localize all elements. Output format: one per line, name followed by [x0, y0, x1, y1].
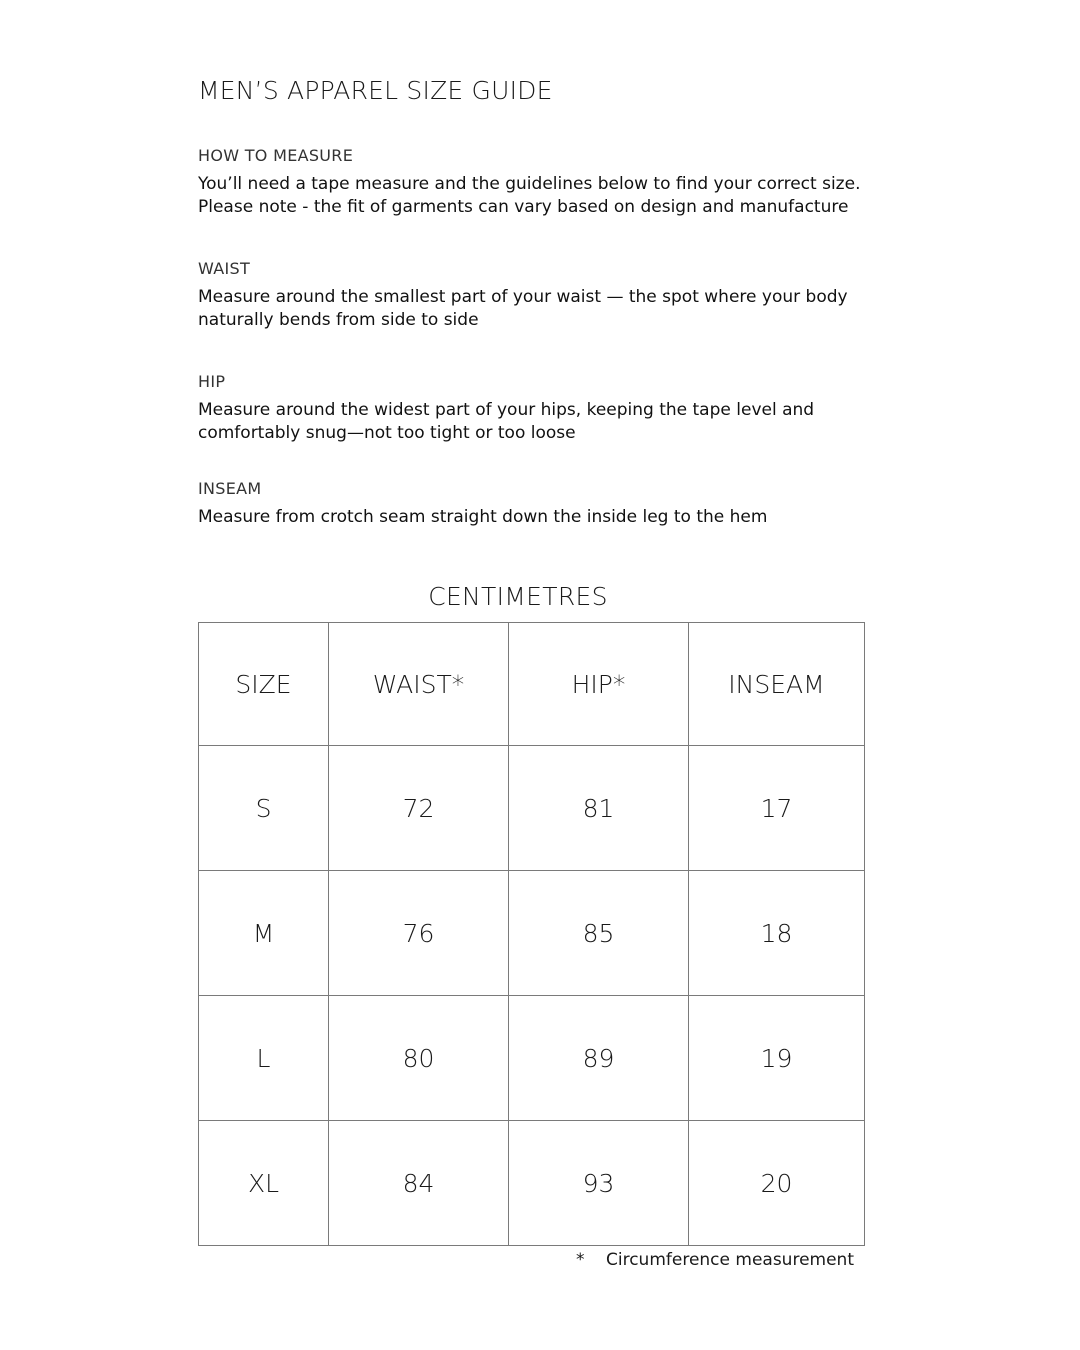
cell-size: S [199, 746, 329, 871]
footnote-symbol: * [576, 1250, 585, 1270]
table-title: CENTIMETRES [428, 582, 608, 611]
cell-inseam: 17 [689, 746, 865, 871]
column-header-hip: HIP* [509, 623, 689, 746]
cell-inseam: 19 [689, 996, 865, 1121]
section-body: Measure around the widest part of your hips, keeping the tape level and comfortably snug—not too tight or too loose [198, 400, 815, 443]
cell-hip: 81 [509, 746, 689, 871]
section-body: Measure around the smallest part of your waist — the spot where your body naturally bends from side to side [198, 287, 848, 330]
footnote [576, 1250, 854, 1270]
column-header-waist: WAIST* [329, 623, 509, 746]
cell-hip: 85 [509, 871, 689, 996]
table-row [199, 746, 865, 871]
section-waist [198, 259, 898, 332]
section-body: Measure from crotch seam straight down the inside leg to the hem [198, 507, 768, 527]
section-how-to-measure [198, 146, 898, 219]
cell-hip: 89 [509, 996, 689, 1121]
cell-inseam: 20 [689, 1121, 865, 1246]
section-heading: HOW TO MEASURE [198, 146, 354, 165]
table-row [199, 1121, 865, 1246]
size-table [198, 622, 865, 1246]
cell-inseam: 18 [689, 871, 865, 996]
page-title: MEN’S APPAREL SIZE GUIDE [198, 76, 553, 105]
cell-waist: 84 [329, 1121, 509, 1246]
section-heading: HIP [198, 372, 226, 391]
table-header-row [199, 623, 865, 746]
section-hip [198, 372, 898, 445]
section-inseam [198, 479, 898, 529]
table-row [199, 871, 865, 996]
cell-waist: 80 [329, 996, 509, 1121]
footnote-text: Circumference measurement [606, 1250, 854, 1270]
section-heading: INSEAM [198, 479, 262, 498]
cell-size: M [199, 871, 329, 996]
column-header-inseam: INSEAM [689, 623, 865, 746]
cell-waist: 72 [329, 746, 509, 871]
column-header-size: SIZE [199, 623, 329, 746]
table-row [199, 996, 865, 1121]
cell-hip: 93 [509, 1121, 689, 1246]
cell-size: XL [199, 1121, 329, 1246]
cell-size: L [199, 996, 329, 1121]
cell-waist: 76 [329, 871, 509, 996]
section-body: You’ll need a tape measure and the guidelines below to find your correct size. Please note - the fit of garments can vary based on design and manufacture [198, 174, 861, 217]
section-heading: WAIST [198, 259, 251, 278]
